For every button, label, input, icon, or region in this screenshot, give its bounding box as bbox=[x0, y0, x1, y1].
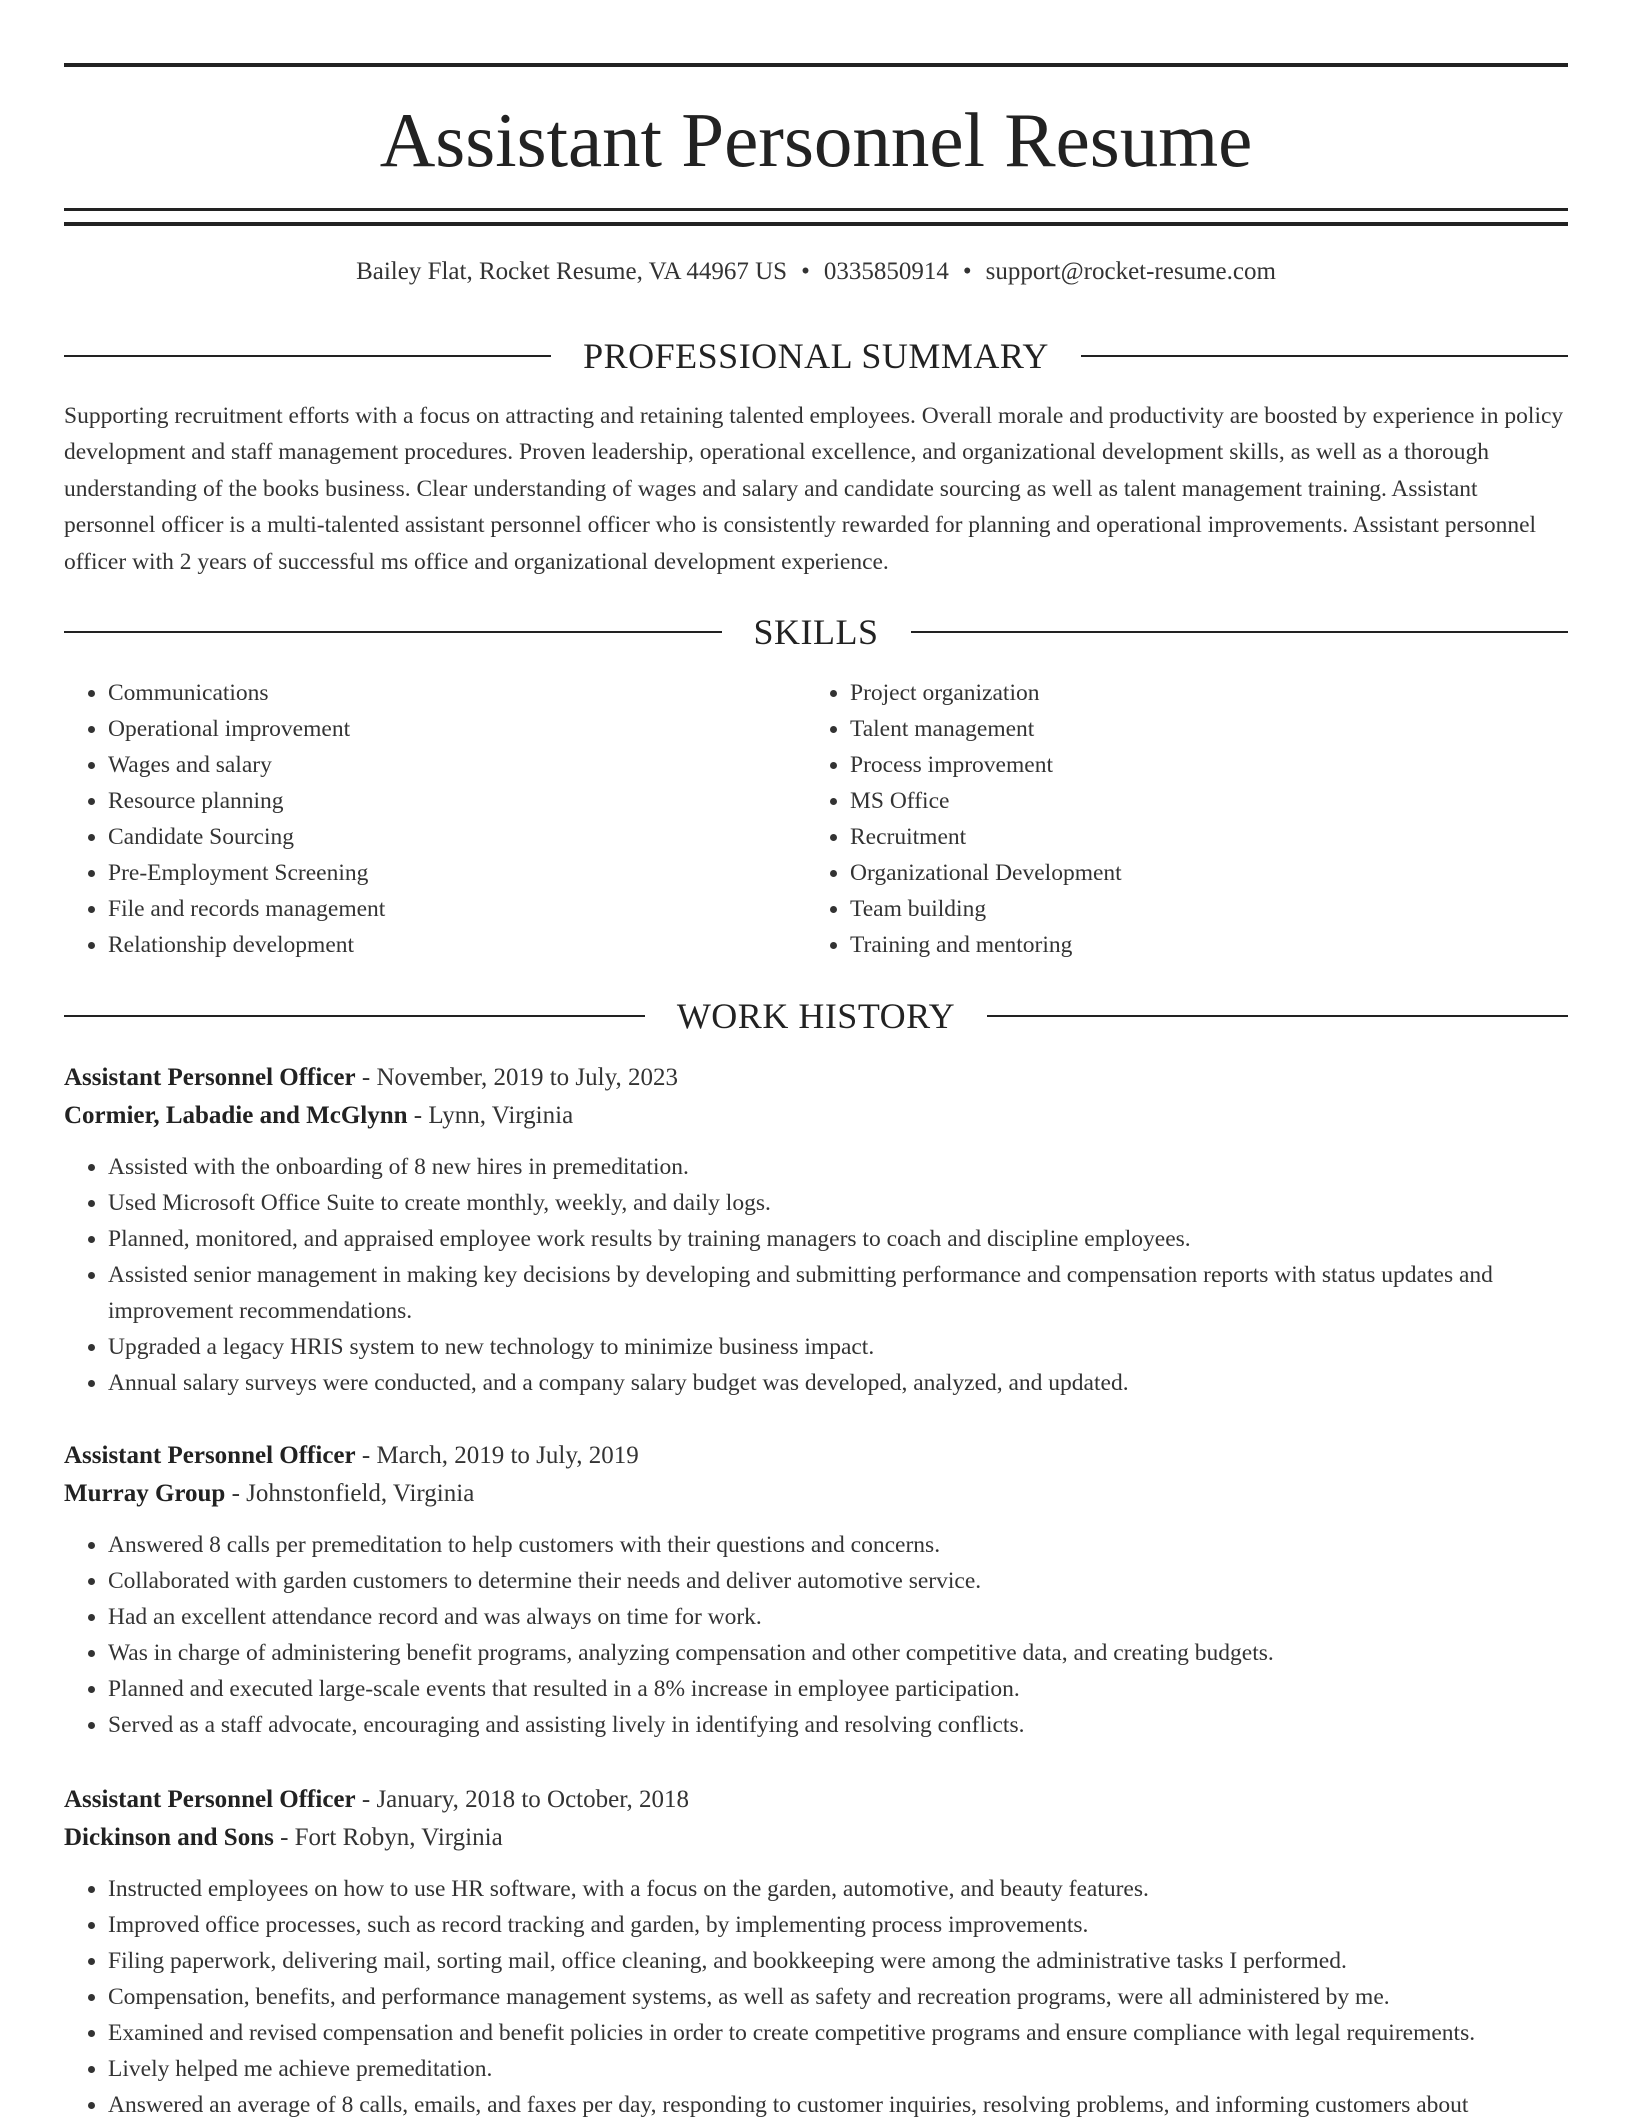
job-location: - Johnstonfield, Virginia bbox=[225, 1480, 475, 1507]
skill-item: • Wages and salary bbox=[108, 747, 806, 783]
job-title-row bbox=[64, 1059, 1568, 1097]
job-company: Dickinson and Sons bbox=[64, 1824, 274, 1851]
contact-separator: • bbox=[962, 258, 972, 285]
section-rule bbox=[911, 631, 1569, 633]
job-bullet: • Assisted with the onboarding of 8 new hires in premeditation. bbox=[108, 1149, 1568, 1185]
skill-item: • Resource planning bbox=[108, 783, 806, 819]
job-title: Assistant Personnel Officer bbox=[64, 1786, 356, 1813]
contact-phone: 0335850914 bbox=[823, 258, 949, 285]
job-bullet: • Annual salary surveys were conducted, and a company salary budget was developed, analyzed, and updated. bbox=[108, 1365, 1568, 1401]
contact-email: support@rocket-resume.com bbox=[985, 258, 1276, 285]
job-bullet: • Was in charge of administering benefit programs, analyzing compensation and other competitive data, and creating budgets. bbox=[108, 1635, 1568, 1671]
job-company: Cormier, Labadie and McGlynn bbox=[64, 1102, 408, 1129]
job-bullet: • Compensation, benefits, and performance management systems, as well as safety and recreation programs, were all administered by me. bbox=[108, 1979, 1568, 2015]
skills-column-left bbox=[64, 675, 806, 963]
skill-item: • Communications bbox=[108, 675, 806, 711]
skill-item: • Pre-Employment Screening bbox=[108, 855, 806, 891]
job-bullet: • Upgraded a legacy HRIS system to new technology to minimize business impact. bbox=[108, 1329, 1568, 1365]
job-entry bbox=[64, 1437, 1568, 1743]
job-bullets bbox=[64, 1527, 1568, 1743]
job-location: - Fort Robyn, Virginia bbox=[273, 1824, 503, 1851]
skills-list bbox=[64, 675, 1568, 963]
job-bullets bbox=[64, 1149, 1568, 1401]
job-dates: - March, 2019 to July, 2019 bbox=[355, 1442, 639, 1469]
resume-title: Assistant Personnel Resume bbox=[379, 97, 1253, 183]
section-title: PROFESSIONAL SUMMARY bbox=[583, 336, 1049, 376]
skill-item: • Organizational Development bbox=[850, 855, 1568, 891]
section-header-skills bbox=[64, 610, 1568, 654]
job-bullet: • Answered 8 calls per premeditation to help customers with their questions and concerns. bbox=[108, 1527, 1568, 1563]
section-header-work bbox=[64, 994, 1568, 1038]
job-title: Assistant Personnel Officer bbox=[64, 1064, 356, 1091]
skill-item: • Candidate Sourcing bbox=[108, 819, 806, 855]
skill-item: • Project organization bbox=[850, 675, 1568, 711]
job-title-row bbox=[64, 1781, 1568, 1819]
skill-item: • Team building bbox=[850, 891, 1568, 927]
top-rule bbox=[64, 63, 1568, 67]
section-rule bbox=[64, 631, 722, 633]
job-bullet: • Planned and executed large-scale events that resulted in a 8% increase in employee participation. bbox=[108, 1671, 1568, 1707]
job-bullets bbox=[64, 1871, 1568, 2123]
job-company-row bbox=[64, 1819, 1568, 1857]
contact-address: Bailey Flat, Rocket Resume, VA 44967 US bbox=[356, 258, 788, 285]
job-company-row bbox=[64, 1475, 1568, 1513]
section-rule bbox=[64, 355, 551, 357]
job-bullet: • Filing paperwork, delivering mail, sorting mail, office cleaning, and bookkeeping were among the administrative tasks I performed. bbox=[108, 1943, 1568, 1979]
job-bullet: • Examined and revised compensation and benefit policies in order to create competitive programs and ensure compliance with legal requirements. bbox=[108, 2015, 1568, 2051]
skill-item: • Talent management bbox=[850, 711, 1568, 747]
job-title-row bbox=[64, 1437, 1568, 1475]
section-title: WORK HISTORY bbox=[676, 996, 956, 1036]
job-bullet: • Collaborated with garden customers to determine their needs and deliver automotive service. bbox=[108, 1563, 1568, 1599]
job-bullet: • Served as a staff advocate, encouraging and assisting lively in identifying and resolving conflicts. bbox=[108, 1707, 1568, 1743]
skill-item: • File and records management bbox=[108, 891, 806, 927]
job-dates: - November, 2019 to July, 2023 bbox=[355, 1064, 678, 1091]
skills-column-right bbox=[806, 675, 1568, 963]
section-rule bbox=[1081, 355, 1568, 357]
job-company: Murray Group bbox=[64, 1480, 226, 1507]
job-bullet: • Planned, monitored, and appraised employee work results by training managers to coach and discipline employees. bbox=[108, 1221, 1568, 1257]
skill-item: • Training and mentoring bbox=[850, 927, 1568, 963]
job-location: - Lynn, Virginia bbox=[407, 1102, 574, 1129]
job-company-row bbox=[64, 1097, 1568, 1135]
job-bullet: • Improved office processes, such as record tracking and garden, by implementing process improvements. bbox=[108, 1907, 1568, 1943]
section-title: SKILLS bbox=[753, 612, 879, 652]
skill-item: • Recruitment bbox=[850, 819, 1568, 855]
job-bullet: • Assisted senior management in making key decisions by developing and submitting performance and compensation reports with status updates and improvement recommendations. bbox=[108, 1257, 1568, 1329]
job-title: Assistant Personnel Officer bbox=[64, 1442, 356, 1469]
section-rule bbox=[987, 1015, 1568, 1017]
contact-separator: • bbox=[801, 258, 810, 285]
job-bullet: • Lively helped me achieve premeditation. bbox=[108, 2051, 1568, 2087]
job-entry bbox=[64, 1059, 1568, 1401]
job-bullet: • Used Microsoft Office Suite to create monthly, weekly, and daily logs. bbox=[108, 1185, 1568, 1221]
job-entry bbox=[64, 1781, 1568, 2123]
contact-line bbox=[64, 256, 1568, 288]
section-header-summary bbox=[64, 334, 1568, 378]
job-bullet: • Answered an average of 8 calls, emails, and faxes per day, responding to customer inquiries, resolving problems, and informing customers about bbox=[108, 2087, 1568, 2123]
section-rule bbox=[64, 1015, 645, 1017]
skill-item: • Process improvement bbox=[850, 747, 1568, 783]
job-bullet: • Had an excellent attendance record and was always on time for work. bbox=[108, 1599, 1568, 1635]
double-rule bbox=[64, 208, 1568, 226]
job-dates: - January, 2018 to October, 2018 bbox=[355, 1786, 690, 1813]
skill-item: • Operational improvement bbox=[108, 711, 806, 747]
skill-item: • Relationship development bbox=[108, 927, 806, 963]
summary-text: Supporting recruitment efforts with a focus on attracting and retaining talented employees. Overall morale and productivity are boosted by experience in policy development and staff management procedures. Proven leadership, operational excellence, and organizational development skills, as well as a thorough understanding of the books business. Clear understanding of wages and salary and candidate sourcing as well as talent management training. Assistant personnel officer is a multi-talented assistant personnel officer who is consistently rewarded for planning and operational improvements. Assistant personnel officer with 2 years of successful ms office and organizational development experience. bbox=[64, 403, 1564, 575]
job-bullet: • Instructed employees on how to use HR software, with a focus on the garden, automotive, and beauty features. bbox=[108, 1871, 1568, 1907]
skill-item: • MS Office bbox=[850, 783, 1568, 819]
